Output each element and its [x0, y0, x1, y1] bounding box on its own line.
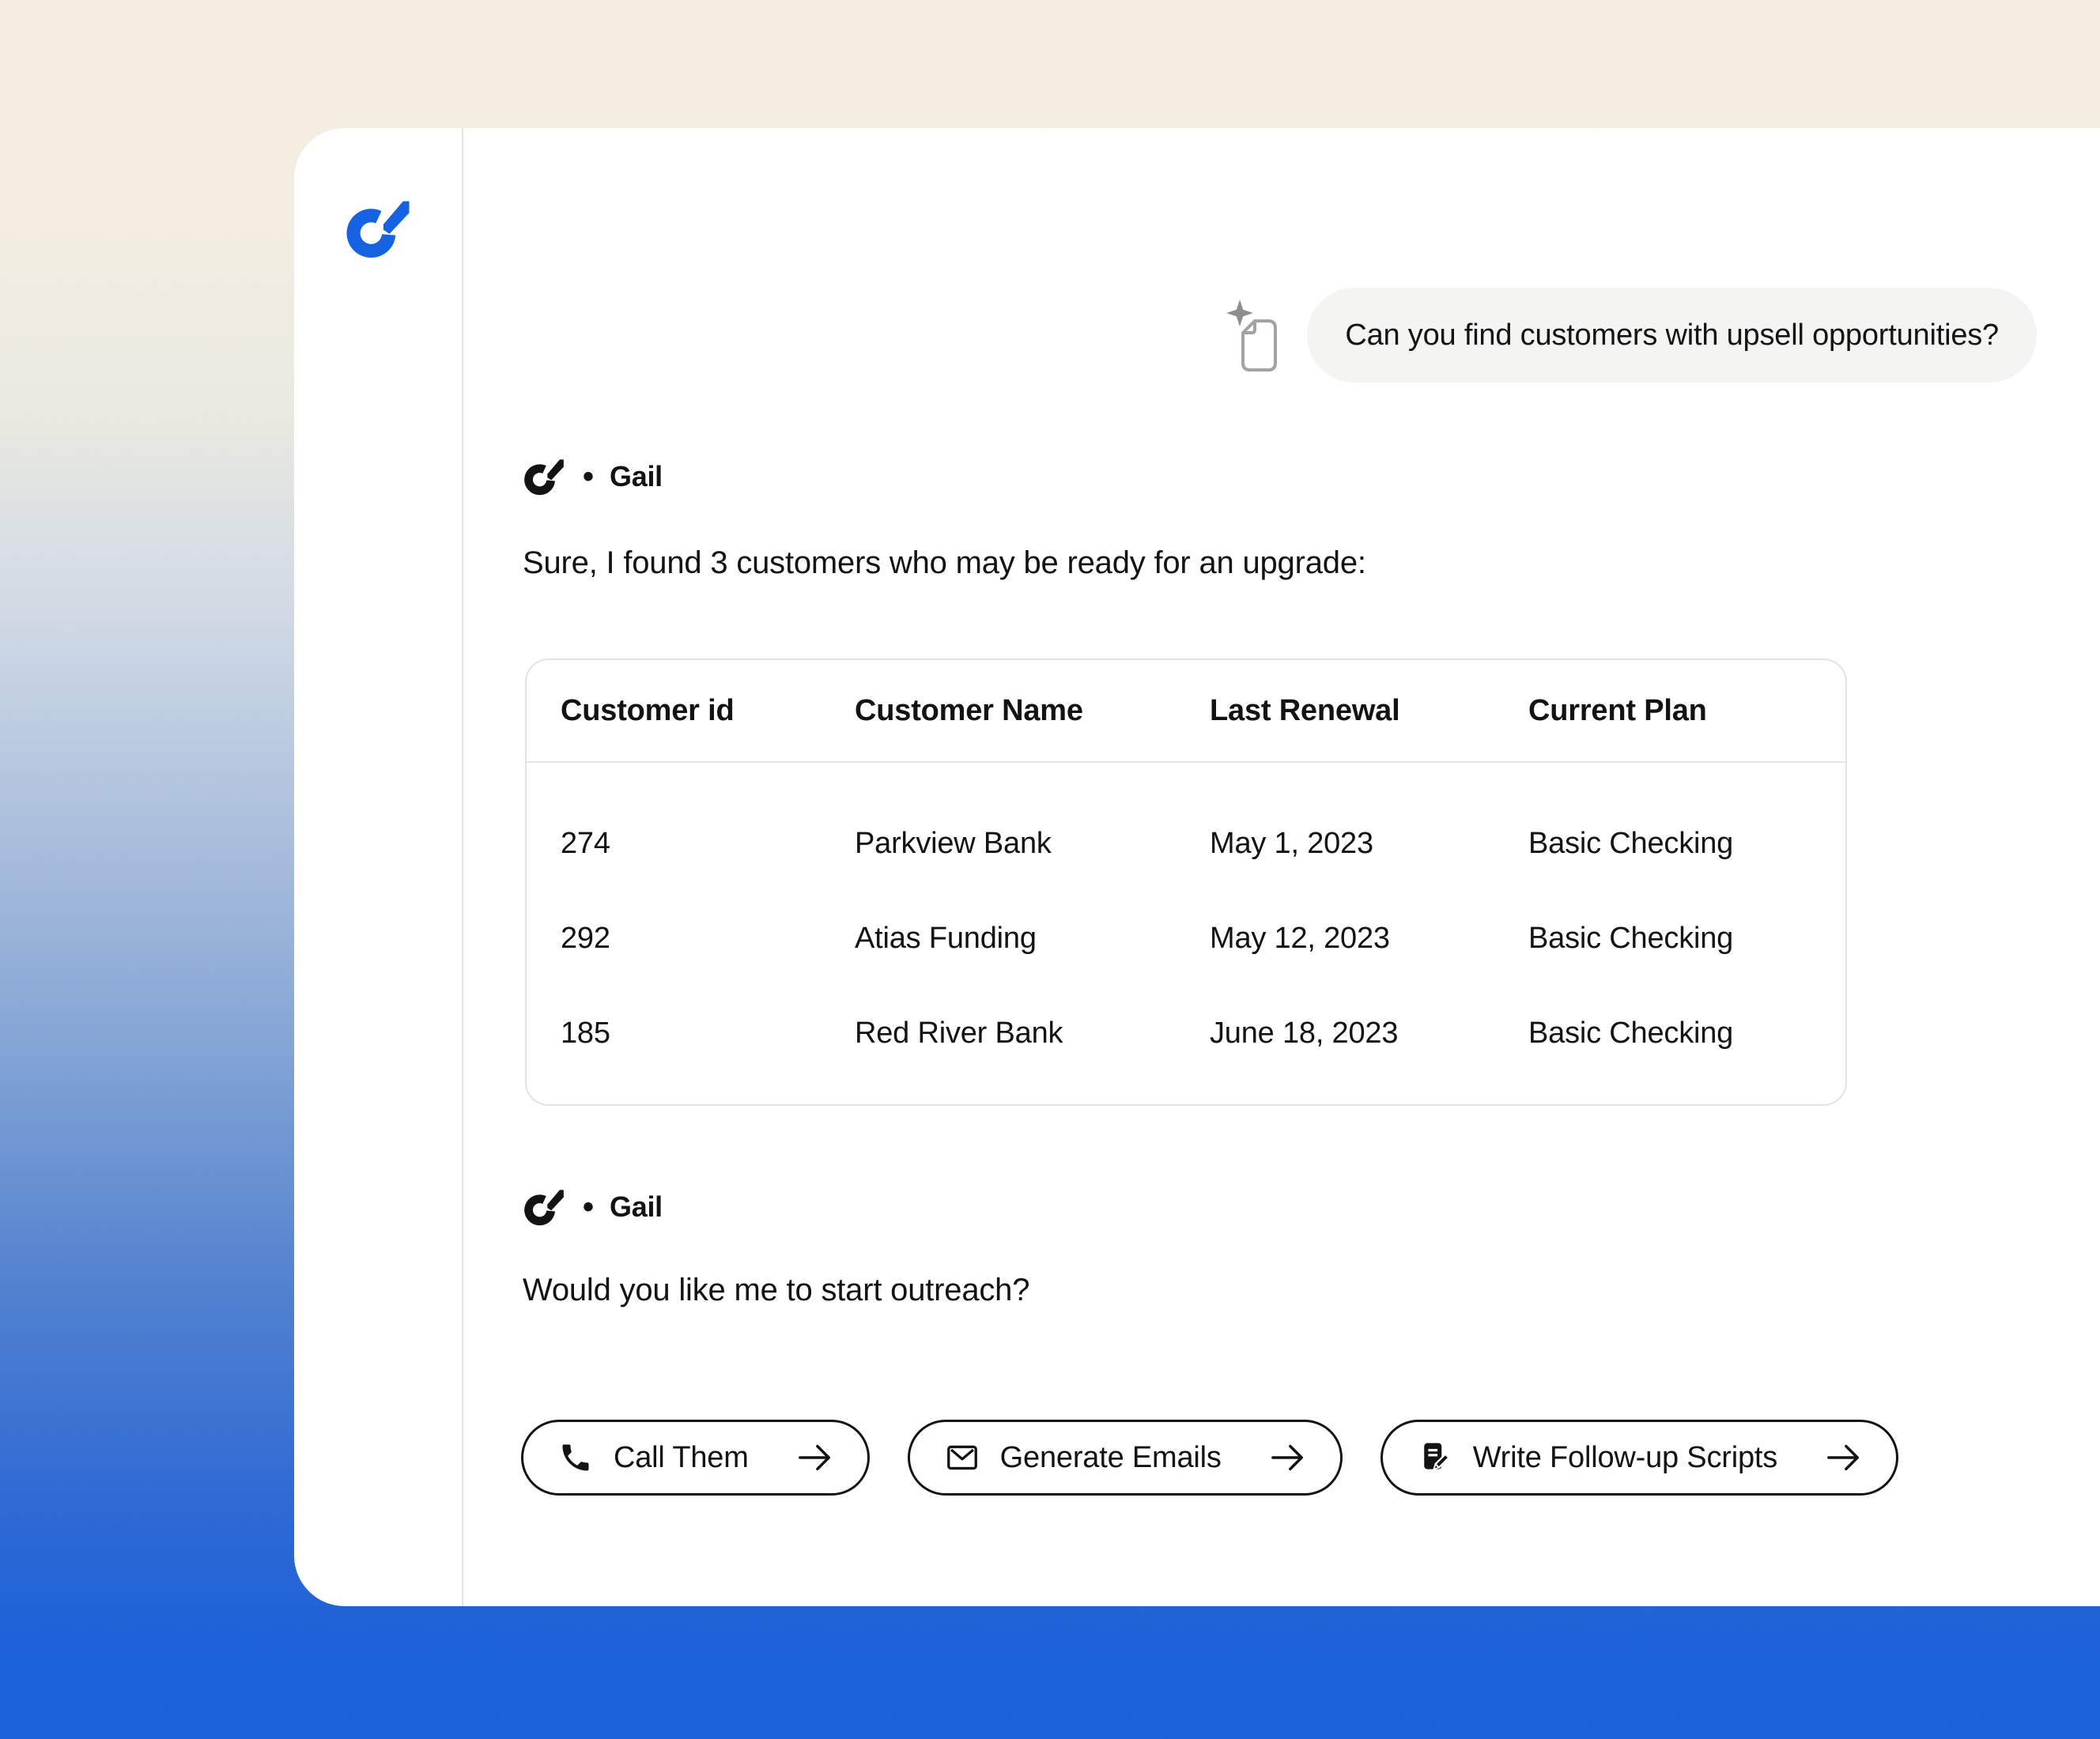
column-header-last-renewal: Last Renewal: [1210, 693, 1400, 727]
column-header-customer-name: Customer Name: [855, 693, 1083, 727]
cell-customer-id: 185: [561, 1016, 610, 1050]
arrow-right-icon: [795, 1439, 836, 1476]
cell-last-renewal: May 1, 2023: [1210, 826, 1373, 860]
table-header-row: [527, 660, 1845, 763]
sparkle-document-icon[interactable]: [1226, 297, 1279, 376]
user-message-bubble: [1307, 288, 2037, 383]
separator-dot: •: [583, 1190, 595, 1224]
chat-content: [463, 128, 2100, 1606]
cell-customer-id: 274: [561, 826, 610, 860]
assistant-name: Gail: [610, 460, 663, 492]
table-row: [527, 986, 1845, 1081]
script-pencil-icon: [1418, 1440, 1452, 1475]
phone-icon: [558, 1440, 593, 1475]
gail-avatar-icon: [523, 1186, 565, 1228]
action-label: Call Them: [614, 1441, 749, 1474]
cell-current-plan: Basic Checking: [1528, 826, 1734, 860]
cell-customer-name: Red River Bank: [855, 1016, 1063, 1050]
arrow-right-icon: [1267, 1439, 1309, 1476]
action-buttons-row: [521, 1420, 1898, 1496]
user-message-row: [1226, 288, 2037, 383]
customers-table: [525, 658, 1847, 1106]
call-them-button[interactable]: [521, 1420, 870, 1496]
assistant-message-1: Sure, I found 3 customers who may be ready for an upgrade:: [523, 545, 1366, 580]
assistant-header: [523, 454, 663, 500]
action-label: Write Follow-up Scripts: [1472, 1441, 1778, 1474]
cell-customer-id: 292: [561, 921, 610, 955]
chat-window: [294, 128, 2100, 1606]
gail-avatar-icon: [523, 455, 565, 498]
separator-dot: •: [583, 459, 595, 494]
generate-emails-button[interactable]: [908, 1420, 1343, 1496]
write-follow-up-scripts-button[interactable]: [1380, 1420, 1898, 1496]
assistant-header: [523, 1184, 663, 1230]
column-header-customer-id: Customer id: [561, 693, 735, 727]
cell-current-plan: Basic Checking: [1528, 1016, 1734, 1050]
cell-customer-name: Atias Funding: [855, 921, 1037, 955]
cell-current-plan: Basic Checking: [1528, 921, 1734, 955]
action-label: Generate Emails: [999, 1441, 1222, 1474]
cell-customer-name: Parkview Bank: [855, 826, 1052, 860]
cell-last-renewal: June 18, 2023: [1210, 1016, 1399, 1050]
table-row: [527, 796, 1845, 891]
brand-logo-icon: [344, 194, 412, 262]
table-row: [527, 891, 1845, 986]
sidebar: [294, 128, 462, 1606]
cell-last-renewal: May 12, 2023: [1210, 921, 1390, 955]
column-header-current-plan: Current Plan: [1528, 693, 1707, 727]
assistant-name: Gail: [610, 1190, 663, 1223]
assistant-message-2: Would you like me to start outreach?: [523, 1273, 1030, 1307]
table-body: [527, 763, 1845, 1103]
user-message-text: Can you find customers with upsell opportunities?: [1345, 318, 1999, 352]
arrow-right-icon: [1823, 1439, 1864, 1476]
mail-icon: [945, 1440, 980, 1475]
